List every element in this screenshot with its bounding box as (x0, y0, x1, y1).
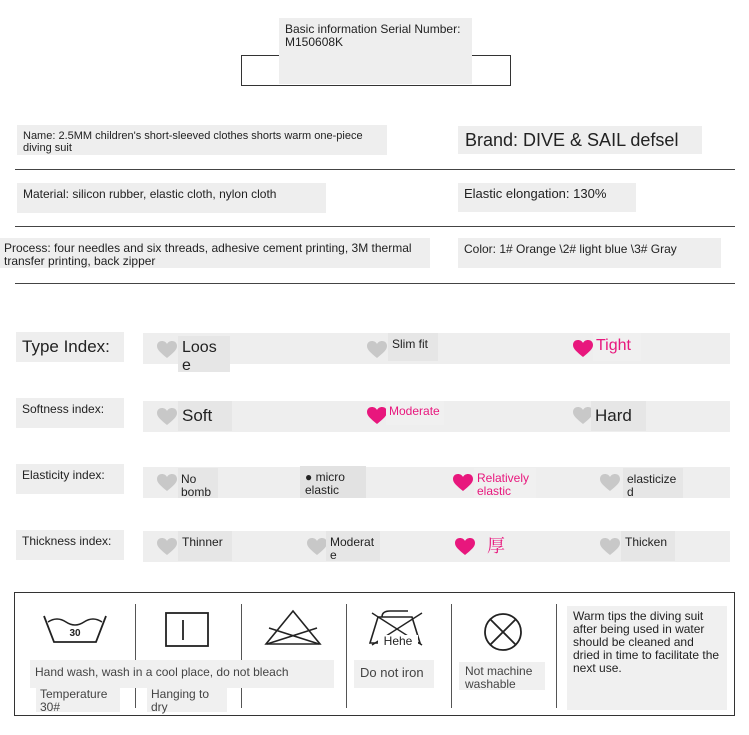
heart-icon (573, 340, 593, 358)
brand (458, 126, 702, 154)
heart-icon (307, 538, 327, 556)
heart-icon (157, 474, 177, 492)
hanging-dry-text (147, 686, 227, 712)
thickness-index-label-text: Thickness index: (22, 534, 112, 548)
thickness-option-thick (484, 534, 514, 562)
not-machine-washable-text (459, 662, 545, 690)
thickness-option-thick-text: 厚 (487, 536, 505, 557)
softness-option-hard-text: Hard (595, 406, 632, 425)
elasticity-option-micro-elastic (300, 466, 366, 498)
care-separator (346, 604, 347, 708)
softness-option-soft (178, 401, 232, 431)
softness-option-moderate-text: Moderate (389, 404, 440, 418)
softness-option-hard (591, 401, 646, 431)
heart-icon (367, 407, 387, 425)
divider-1 (15, 169, 735, 170)
thickness-option-moderate-text: Moderat e (330, 535, 375, 562)
thickness-option-moderate (326, 531, 380, 561)
care-separator (556, 604, 557, 708)
divider-3 (15, 283, 735, 284)
thickness-option-thicken (621, 531, 675, 561)
heart-icon (455, 538, 475, 556)
color-info (458, 238, 721, 268)
hanging-dry-text-content: Hanging to dry (151, 687, 210, 714)
process (0, 238, 430, 268)
thickness-option-thicken-text: Thicken (625, 535, 668, 549)
care-separator (451, 604, 452, 708)
heart-icon (157, 341, 177, 359)
heart-icon (453, 474, 473, 492)
wash-temperature-icon-text: 30 (69, 628, 81, 639)
heart-icon (573, 407, 593, 425)
elasticity-option-no-bomb (178, 468, 218, 498)
type-option-tight (593, 333, 641, 361)
care-separator (135, 604, 136, 708)
elasticity-option-elasticized (623, 468, 683, 498)
temperature-text-content: Temperature 30# (40, 687, 108, 714)
not-machine-washable-text-content: Not machine washable (465, 664, 533, 691)
elasticity-option-relatively-elastic-text: Relatively elastic (477, 471, 530, 498)
temperature-text (36, 686, 120, 712)
no-bleach-icon (263, 608, 323, 648)
type-option-loose-text: Loos e (182, 339, 217, 374)
serial-label: Basic information Serial Number: (285, 22, 461, 36)
elasticity-option-micro-elastic-text: ● micro elastic (305, 470, 345, 497)
softness-index-label-text: Softness index: (22, 402, 105, 416)
softness-option-moderate (386, 401, 444, 425)
type-option-slim-fit-text: Slim fit (392, 337, 428, 351)
thickness-option-thinner-text: Thinner (182, 535, 223, 549)
type-option-slim-fit (388, 333, 438, 361)
softness-index-label (16, 398, 124, 428)
hand-wash-text-content: Hand wash, wash in a cool place, do not bleach (35, 665, 289, 679)
divider-2 (15, 226, 735, 227)
iron-icon-text: Hehe (378, 635, 418, 648)
elasticity-option-elasticized-text: elasticize d (627, 472, 677, 499)
thickness-index-label (16, 530, 124, 560)
product-name-text: Name: 2.5MM children's short-sleeved clothes shorts warm one-piece diving suit (23, 130, 363, 154)
heart-icon (367, 341, 387, 359)
heart-icon (157, 408, 177, 426)
color-text: Color: 1# Orange \2# light blue \3# Gray (464, 242, 677, 256)
elasticity-index-label-text: Elasticity index: (22, 468, 105, 482)
warm-tips-text-content: Warm tips the diving suit after being used in water should be cleaned and dried in time to facilitate the next use. (573, 609, 720, 675)
material-text: Material: silicon rubber, elastic cloth, nylon cloth (23, 187, 277, 201)
hang-dry-icon (165, 612, 209, 648)
process-text: Process: four needles and six threads, adhesive cement printing, 3M thermal transfer printing, back zipper (4, 241, 412, 268)
heart-icon (600, 474, 620, 492)
serial-number: M150608K (285, 35, 344, 49)
no-machine-wash-icon (482, 612, 524, 652)
type-option-tight-text: Tight (596, 337, 631, 354)
elastic-elongation-text: Elastic elongation: 130% (464, 186, 607, 201)
product-name (17, 125, 387, 155)
warm-tips-text (567, 606, 727, 710)
brand-text: Brand: DIVE & SAIL defsel (465, 130, 679, 150)
do-not-iron-text-content: Do not iron (360, 665, 424, 680)
elasticity-option-relatively-elastic (474, 468, 536, 498)
serial-label-box (279, 18, 472, 84)
hand-wash-text (30, 660, 334, 688)
type-index-label-text: Type Index: (22, 337, 110, 356)
elasticity-index-label (16, 464, 124, 494)
elastic-elongation (458, 183, 636, 212)
softness-option-soft-text: Soft (182, 406, 213, 425)
material (17, 183, 326, 213)
heart-icon (157, 538, 177, 556)
elasticity-option-no-bomb-text: No bomb (181, 472, 212, 499)
heart-icon (600, 538, 620, 556)
thickness-option-thinner (178, 531, 232, 561)
do-not-iron-text (354, 660, 434, 688)
type-option-loose (178, 336, 230, 372)
care-separator (241, 604, 242, 708)
type-index-label (16, 332, 124, 362)
